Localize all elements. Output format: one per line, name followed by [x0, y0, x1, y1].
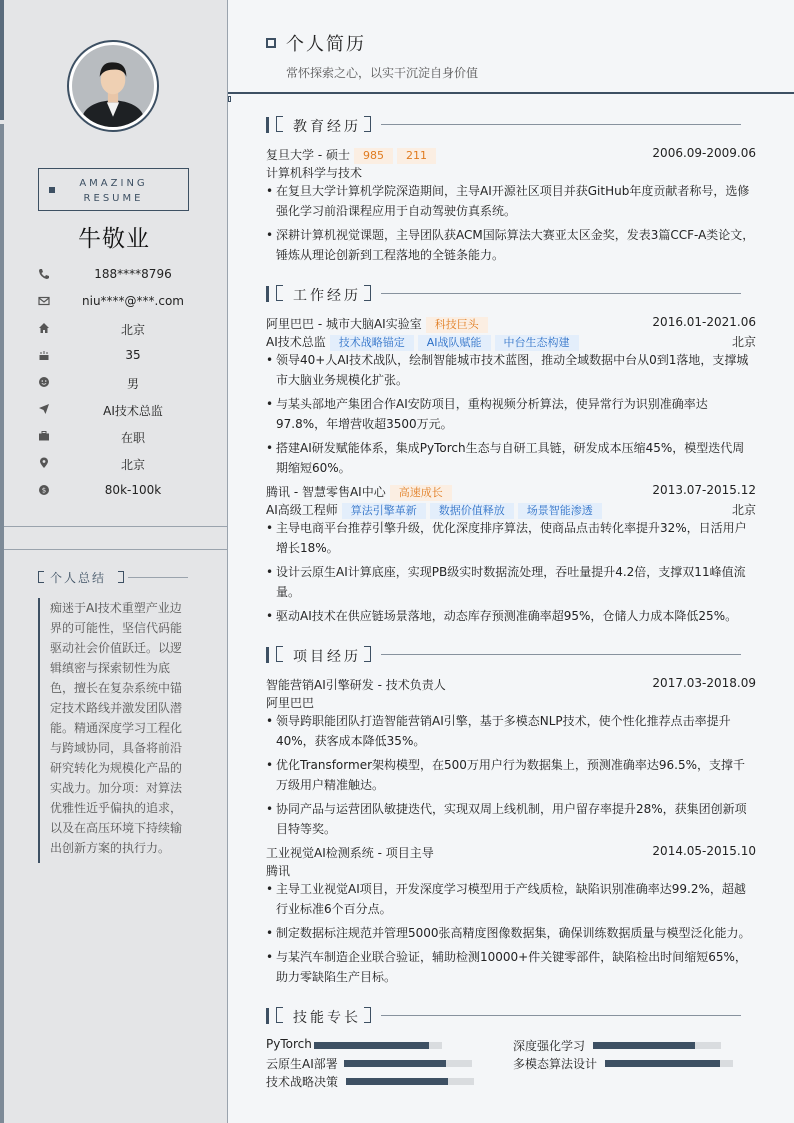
tag-badge: 211	[397, 148, 436, 164]
project-header	[266, 844, 756, 862]
heading-bar	[266, 286, 269, 302]
section-heading-work	[266, 285, 756, 303]
list-item: • 主导电商平台推荐引擎升级，优化深度排序算法，使商品点击转化率提升32%，日活用户增长18%。	[266, 518, 756, 558]
section-heading-projects	[266, 646, 756, 664]
job-date: 2013.07-2015.12	[652, 483, 756, 497]
tag-badge: AI战队赋能	[418, 335, 491, 351]
person-name: 牛敬业	[78, 226, 150, 252]
education-entry	[266, 146, 756, 164]
bracket-left	[276, 116, 283, 132]
bracket-left	[276, 646, 283, 662]
header-divider	[228, 92, 794, 94]
job-bullets	[266, 350, 756, 482]
summary-title: 个人总结	[50, 571, 107, 585]
company-name: 阿里巴巴 - 城市大脑AI实验室	[266, 317, 422, 331]
heading-line	[128, 577, 188, 578]
list-item: • 领导40+人AI技术战队，绘制智能城市技术蓝图，推动全域数据中台从0到1落地，支撑城市大脑业务规模化扩张。	[266, 350, 756, 390]
tag-badge: 技术战略锚定	[330, 335, 414, 351]
skill-name: 多模态算法设计	[513, 1057, 598, 1071]
role-text: AI高级工程师	[266, 503, 338, 517]
company-name: 腾讯 - 智慧零售AI中心	[266, 485, 386, 499]
briefcase-icon	[38, 430, 50, 442]
project-bullets	[266, 711, 756, 843]
tag-badge: 算法引擎革新	[342, 503, 426, 519]
skill-item	[266, 1037, 446, 1053]
skill-item	[513, 1037, 733, 1053]
job-role	[266, 333, 756, 351]
square-icon	[266, 38, 276, 48]
tag-badge: 中台生态构建	[495, 335, 579, 351]
section-title: 技能专长	[293, 1010, 361, 1026]
job-bullets	[266, 518, 756, 630]
bracket-right	[118, 571, 124, 583]
info-row-status	[34, 426, 204, 453]
page-subtitle: 常怀探索之心，以实干沉淀自身价值	[286, 66, 479, 80]
tag-badge: 科技巨头	[426, 317, 488, 333]
project-name: 工业视觉AI检测系统 - 项目主导	[266, 846, 434, 860]
section-title: 项目经历	[293, 649, 361, 665]
sidebar	[0, 0, 228, 1123]
education-bullets	[266, 181, 756, 269]
bracket-right	[364, 646, 371, 662]
skill-bar	[605, 1060, 733, 1067]
job-header	[266, 483, 756, 501]
info-row-gender	[34, 372, 204, 399]
skill-bar-fill	[605, 1060, 720, 1067]
section-heading-education	[266, 116, 756, 134]
list-item: • 深耕计算机视觉课题，主导团队获ACM国际算法大赛亚太区金奖，发表3篇CCF-A类论文，锤炼从理论创新到工程落地的全链条能力。	[266, 225, 756, 265]
education-date: 2006.09-2009.06	[652, 146, 756, 160]
section-title: 工作经历	[293, 288, 361, 304]
project-bullets	[266, 879, 756, 991]
section-title: 教育经历	[293, 119, 361, 135]
status-text: 在职	[120, 431, 145, 445]
phone-icon	[38, 268, 50, 280]
job-header	[266, 315, 756, 333]
tag-badge: 985	[354, 148, 393, 164]
sidebar-divider	[4, 549, 228, 550]
header-marker	[228, 96, 231, 102]
home-icon	[38, 322, 50, 334]
bracket-right	[364, 116, 371, 132]
tag-badge: 场景智能渗透	[518, 503, 602, 519]
org-text: 腾讯	[266, 864, 291, 878]
mail-icon	[38, 295, 50, 307]
resume-badge	[38, 168, 189, 211]
hometown-text: 北京	[120, 323, 145, 337]
project-org	[266, 862, 756, 880]
list-item: • 与某头部地产集团合作AI安防项目，重构视频分析算法，使异常行为识别准确率达97.8%，年增营收超3500万元。	[266, 394, 756, 434]
info-row-salary	[34, 480, 204, 507]
skill-bar-fill	[593, 1042, 695, 1049]
info-row-email	[34, 291, 204, 318]
list-item: • 主导工业视觉AI项目，开发深度学习模型用于产线质检，缺陷识别准确率达99.2%，超越行业标准6个百分点。	[266, 879, 756, 919]
send-icon	[38, 403, 50, 415]
cake-icon	[38, 349, 50, 361]
salary-text: 80k-100k	[104, 483, 162, 497]
skill-bar	[314, 1042, 442, 1049]
heading-line	[381, 124, 741, 125]
skill-item	[266, 1073, 476, 1089]
info-row-age	[34, 345, 204, 372]
tag-badge: 高速成长	[390, 485, 452, 501]
skill-bar-fill	[344, 1060, 446, 1067]
project-name: 智能营销AI引擎研发 - 技术负责人	[266, 678, 446, 692]
age-text: 35	[125, 348, 141, 362]
bracket-right	[364, 285, 371, 301]
list-item: • 优化Transformer架构模型，在500万用户行为数据集上，预测准确率达96.5%，支撑千万级用户精准触达。	[266, 755, 756, 795]
heading-bar	[266, 647, 269, 663]
page-title-text: 个人简历	[286, 34, 366, 55]
location-pin-icon	[38, 457, 50, 469]
email-text: niu****@***.com	[82, 294, 184, 308]
job-city: 北京	[731, 503, 756, 517]
skill-bar-fill	[314, 1042, 429, 1049]
list-item: • 协同产品与运营团队敏捷迭代，实现双周上线机制，用户留存率提升28%，获集团创新项目特等奖。	[266, 799, 756, 839]
contact-info	[34, 264, 204, 507]
avatar	[67, 40, 159, 132]
skill-bar	[346, 1078, 474, 1085]
major-text: 计算机科学与技术	[266, 166, 363, 180]
info-row-location	[34, 453, 204, 480]
person-photo-icon	[72, 45, 154, 127]
summary-heading	[38, 569, 188, 585]
bracket-left	[276, 1007, 283, 1023]
bracket-right	[364, 1007, 371, 1023]
skill-item	[266, 1055, 476, 1071]
project-date: 2014.05-2015.10	[652, 844, 756, 858]
sidebar-accent-bar-lower	[0, 124, 4, 1123]
skill-bar-fill	[346, 1078, 448, 1085]
sidebar-divider	[4, 526, 228, 527]
skill-name: 云原生AI部署	[266, 1057, 338, 1071]
heading-line	[381, 293, 741, 294]
job-date: 2016.01-2021.06	[652, 315, 756, 329]
info-row-position	[34, 399, 204, 426]
bracket-left	[276, 285, 283, 301]
badge-line2: RESUME	[83, 193, 144, 204]
salary-icon	[38, 484, 50, 496]
skill-name: 技术战略决策	[266, 1075, 339, 1089]
info-row-hometown	[34, 318, 204, 345]
badge-line1: AMAZING	[79, 178, 148, 189]
heading-bar	[266, 117, 269, 133]
section-heading-skills	[266, 1007, 756, 1025]
phone-text: 188****8796	[94, 267, 172, 281]
role-text: AI技术总监	[266, 335, 326, 349]
sidebar-accent-bar	[0, 0, 4, 120]
summary-text: 痴迷于AI技术重塑产业边界的可能性，坚信代码能驱动社会价值跃迁。以逻辑缜密与探索韧性为底色，擅长在复杂系统中锚定技术路线并激发团队潜能。精通深度学习工程化与跨域协同，具备将前沿研究转化为规模化产品的实战力。加分项：对算法优雅性近乎偏执的追求，以及在高压环境下持续输出创新方案的执行力。	[38, 598, 188, 863]
project-org	[266, 694, 756, 712]
heading-line	[381, 1015, 741, 1016]
tag-badge: 数据价值释放	[430, 503, 514, 519]
list-item: • 搭建AI研发赋能体系，集成PyTorch生态与自研工具链，研发成本压缩45%，模型迭代周期缩短60%。	[266, 438, 756, 478]
skill-name: PyTorch	[266, 1037, 312, 1051]
skill-name: 深度强化学习	[513, 1039, 586, 1053]
list-item: • 领导跨职能团队打造智能营销AI引擎，基于多模态NLP技术，使个性化推荐点击率提升40%，获客成本降低35%。	[266, 711, 756, 751]
heading-line	[381, 654, 741, 655]
svg-text:$: $	[41, 486, 47, 495]
skill-item	[513, 1055, 738, 1071]
heading-bar	[266, 1008, 269, 1024]
org-text: 阿里巴巴	[266, 696, 315, 710]
bracket-left	[38, 571, 44, 583]
skill-bar	[593, 1042, 721, 1049]
job-role	[266, 501, 756, 519]
list-item: • 在复旦大学计算机学院深造期间，主导AI开源社区项目并获GitHub年度贡献者称号，选修强化学习前沿课程应用于自动驾驶仿真系统。	[266, 181, 756, 221]
square-icon	[49, 187, 55, 193]
education-major	[266, 164, 756, 182]
list-item: • 制定数据标注规范并管理5000张高精度图像数据集，确保训练数据质量与模型泛化能力。	[266, 923, 756, 943]
list-item: • 与某汽车制造企业联合验证，辅助检测10000+件关键零部件，缺陷检出时间缩短65%，助力零缺陷生产目标。	[266, 947, 756, 987]
face-icon	[38, 376, 50, 388]
list-item: • 设计云原生AI计算底座，实现PB级实时数据流处理，吞吐量提升4.2倍，支撑双11峰值流量。	[266, 562, 756, 602]
school-name: 复旦大学 - 硕士	[266, 148, 350, 162]
project-header	[266, 676, 756, 694]
job-city: 北京	[731, 335, 756, 349]
location-text: 北京	[120, 458, 145, 472]
list-item: • 驱动AI技术在供应链场景落地，动态库存预测准确率超95%，仓储人力成本降低25%。	[266, 606, 756, 626]
project-date: 2017.03-2018.09	[652, 676, 756, 690]
gender-text: 男	[126, 377, 139, 391]
position-text: AI技术总监	[103, 404, 163, 418]
skill-bar	[344, 1060, 472, 1067]
info-row-phone	[34, 264, 204, 291]
